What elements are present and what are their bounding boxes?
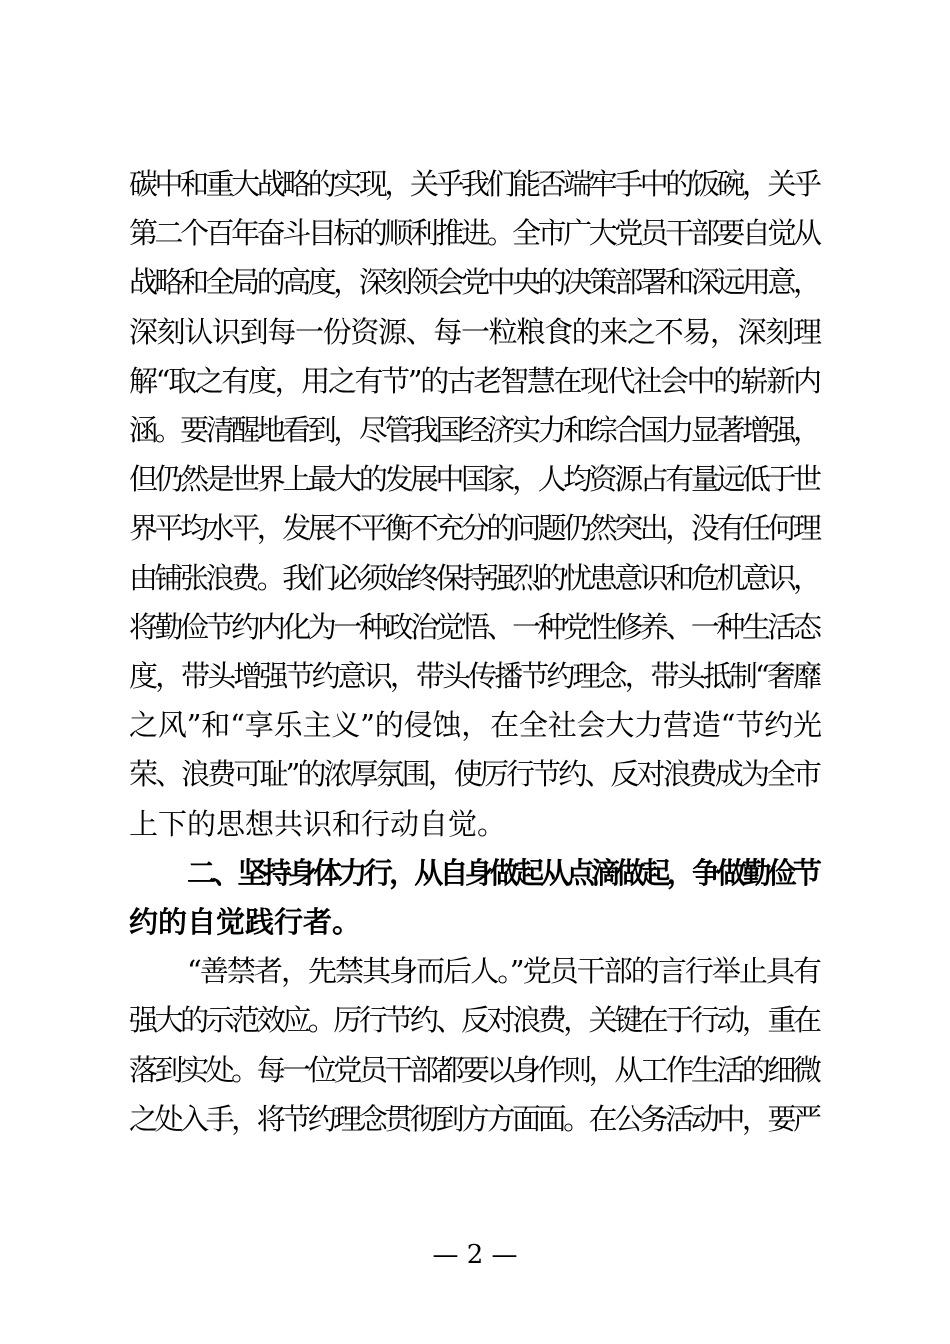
text-line: 将勤俭节约内化为一种政治觉悟、一种党性修养、一种生活态 <box>129 610 819 644</box>
text-line: “善禁者，先禁其身而后人。”党员干部的言行举止具有 <box>187 954 821 988</box>
text-line: 度，带头增强节约意识，带头传播节约理念，带头抵制“奢靡 <box>129 659 820 693</box>
text-line: 由铺张浪费。我们必须始终保持强烈的忧患意识和危机意识， <box>129 561 819 595</box>
text-line: 碳中和重大战略的实现，关乎我们能否端牢手中的饭碗，关乎 <box>129 167 819 201</box>
text-line: 荣、浪费可耻”的浓厚氛围，使厉行节约、反对浪费成为全市 <box>129 757 820 791</box>
text-line: 涵。要清醒地看到，尽管我国经济实力和综合国力显著增强， <box>129 413 819 447</box>
text-line: 强大的示范效应。厉行节约、反对浪费，关键在于行动，重在 <box>129 1003 819 1037</box>
text-line: 落到实处。每一位党员干部都要以身作则，从工作生活的细微 <box>129 1053 819 1087</box>
heading-line: 二、坚持身体力行，从自身做起从点滴做起，争做勤俭节 <box>187 856 819 890</box>
text-line: 上下的思想共识和行动自觉。 <box>129 807 507 841</box>
text-line: 解“取之有度，用之有节”的古老智慧在现代社会中的崭新内 <box>129 364 820 398</box>
page-number: — 2 — <box>432 1240 518 1270</box>
text-line: 之风”和“享乐主义”的侵蚀，在全社会大力营造“节约光 <box>129 708 822 742</box>
heading-line: 约的自觉践行者。 <box>129 905 362 939</box>
text-line: 战略和全局的高度，深刻领会党中央的决策部署和深远用意， <box>129 265 819 299</box>
text-line: 之处入手，将节约理念贯彻到方方面面。在公务活动中，要严 <box>129 1102 819 1136</box>
text-line: 但仍然是世界上最大的发展中国家，人均资源占有量远低于世 <box>129 462 819 496</box>
text-line: 深刻认识到每一份资源、每一粒粮食的来之不易，深刻理 <box>129 315 821 349</box>
text-line: 第二个百年奋斗目标的顺利推进。全市广大党员干部要自觉从 <box>129 216 819 250</box>
text-line: 界平均水平，发展不平衡不充分的问题仍然突出，没有任何理 <box>129 511 819 545</box>
